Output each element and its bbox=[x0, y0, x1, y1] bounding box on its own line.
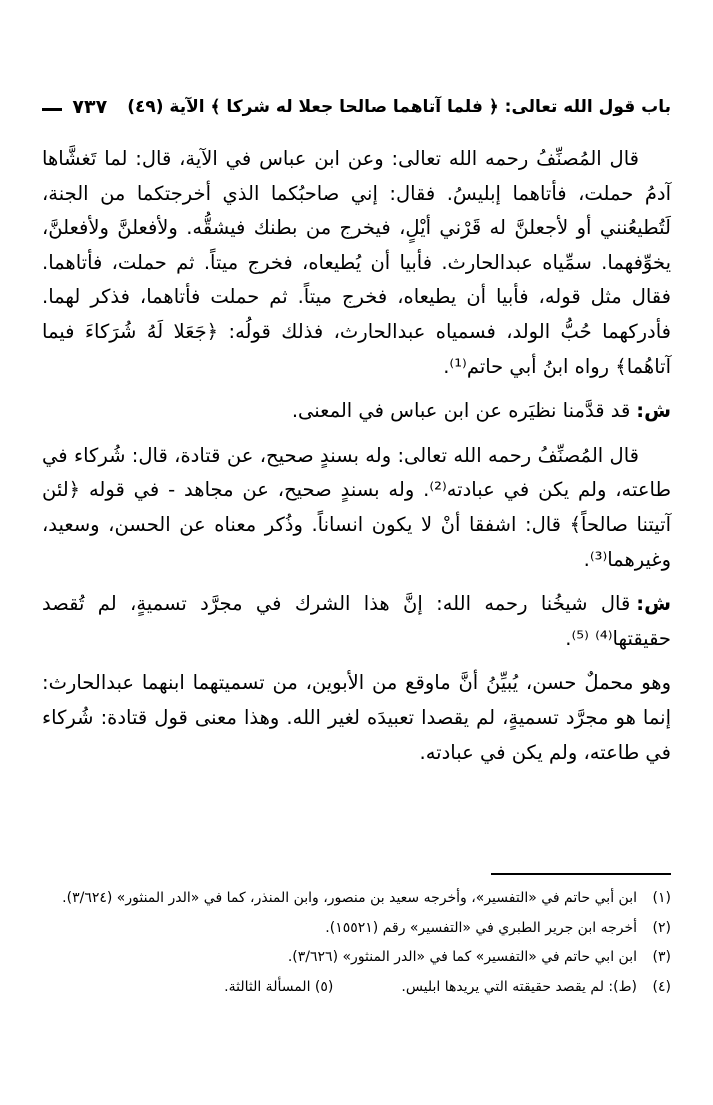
footnote-number: (٤) bbox=[652, 978, 671, 995]
footnote bbox=[42, 973, 671, 1003]
footnote-number: (١) bbox=[652, 890, 671, 906]
running-header bbox=[42, 92, 671, 122]
commentary-mark: ش: bbox=[636, 592, 671, 616]
chapter-title: باب قول الله تعالى: ﴿ فلما آتاهما صالحا جعلا له شركا ﴾ الآية (٤٩) bbox=[127, 97, 671, 117]
book-page bbox=[42, 92, 671, 1105]
header-dash bbox=[42, 108, 62, 111]
footnote-text: أخرجه ابن جرير الطبري في «التفسير» رقم (١٥٥٢١). bbox=[325, 919, 637, 936]
footnote-text: (ط): لم يقصد حقيقته التي يريدها ابليس. bbox=[401, 978, 637, 995]
main-text bbox=[42, 142, 671, 780]
page-number: ٧٣٧ bbox=[72, 96, 108, 118]
footnote-extra: (٥) المسألة الثالثة. bbox=[224, 978, 334, 995]
paragraph-text: قال المُصنِّفُ رحمه الله تعالى: وعن ابن عباس في الآية، قال: لما تَغشَّاها آدمُ حملت، فأتاهما إبليسُ. فقال: إني صاحبُكما الذي أخرجتكما من الجنة، لَتُطيعُنني أو لأجعلنَّ له قَرْني أيْلٍ، فيخرج من بطنك فيشقُّه. ولأفعلنَّ ولأفعلنَّ، يخوِّفهما. سمِّياه عبدالحارث. فأبيا أن يُطيعاه، فخرج ميتاً. ثم حملت، فأتاهما. فقال مثل قوله، فأبيا أن يطيعاه، فخرج ميتاً. ثم حملت فأتاهما، فذكر لهما. فأدركهما حُبُّ الولد، فسمياه عبدالحارث، فذلك قولُه: ﴿جَعَلا لَهُ شُرَكاءَ فيما آتاهُما﴾ رواه ابنُ أبي حاتم⁽¹⁾. bbox=[42, 147, 671, 378]
footnote bbox=[42, 943, 671, 973]
footnote-number: (٢) bbox=[652, 919, 671, 936]
footnote-text: ابن ابي حاتم في «التفسير» كما في «الدر المنثور» (٣/٦٢٦). bbox=[287, 949, 637, 965]
footnotes bbox=[42, 884, 671, 1002]
footnote-text: ابن أبي حاتم في «التفسير»، وأخرجه سعيد بن منصور، وابن المنذر، كما في «الدر المنثور» (٣/٦٢٤). bbox=[62, 890, 637, 906]
footnote bbox=[42, 884, 671, 914]
paragraph-text: قال شيخُنا رحمه الله: إنَّ هذا الشرك في مجرَّد تسميةٍ، لم تُقصد حقيقتها⁽⁴⁾ ⁽⁵⁾. bbox=[42, 592, 671, 650]
paragraph bbox=[42, 142, 671, 384]
footnote-separator bbox=[491, 873, 671, 875]
paragraph-text: وهو محملٌ حسن، يُبيِّنُ أنَّ ماوقع من الأبوين، من تسميتهما ابنهما عبدالحارث: إنما هو مجرَّد تسميةٍ، لم يقصدا تعبيدَه لغير الله. وهذا معنى قول قتادة: شُركاء في طاعته، ولم يكن في عبادته. bbox=[42, 671, 671, 764]
paragraph-text: قد قدَّمنا نظيَره عن ابن عباس في المعنى. bbox=[291, 399, 631, 423]
paragraph bbox=[42, 587, 671, 656]
paragraph-text: قال المُصنِّفُ رحمه الله تعالى: وله بسندٍ صحيح، عن قتادة، قال: شُركاء في طاعته، ولم يكن في عبادته⁽²⁾. وله بسندٍ صحيح، عن مجاهد - في قوله ﴿لئن آتيتنا صالحاً﴾ قال: اشفقا أنْ لا يكون انساناً. وذُكر معناه عن الحسن، وسعيد، وغيرهما⁽³⁾. bbox=[42, 443, 671, 571]
paragraph bbox=[42, 394, 671, 429]
paragraph bbox=[42, 439, 671, 577]
footnote-number: (٣) bbox=[652, 949, 671, 965]
footnote bbox=[42, 914, 671, 944]
paragraph bbox=[42, 666, 671, 770]
commentary-mark: ش: bbox=[636, 399, 671, 423]
